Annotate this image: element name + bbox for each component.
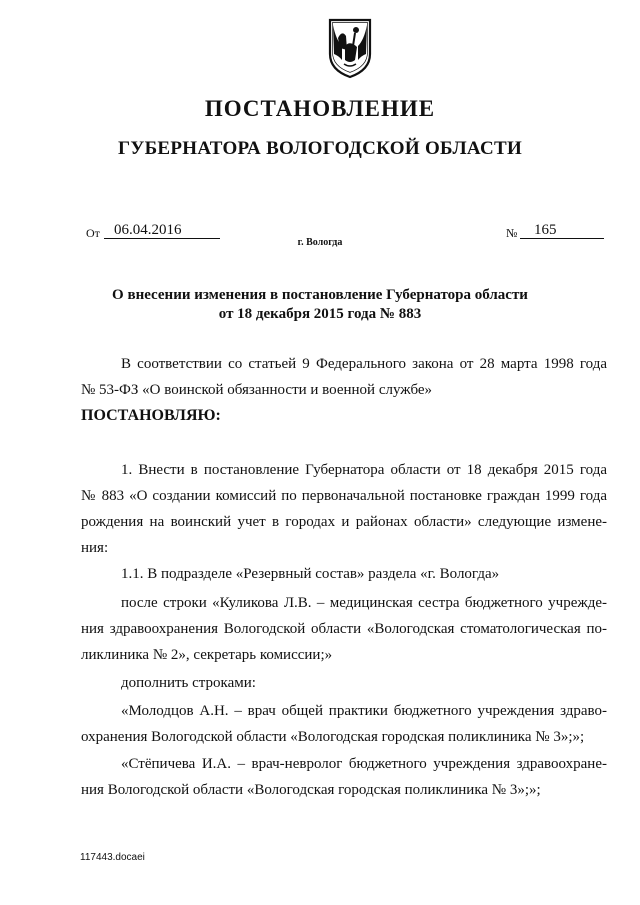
decree-keyword: ПОСТАНОВЛЯЮ: bbox=[81, 407, 221, 424]
subject-line: О внесении изменения в постановление Губернатора области bbox=[112, 287, 528, 303]
body-line: В соответствии со статьей 9 Федерального закона от 28 марта 1998 года bbox=[121, 356, 607, 372]
body-line: рождения на воинский учет в городах и районах области» следующие измене- bbox=[81, 514, 607, 530]
body-line: после строки «Куликова Л.В. – медицинская сестра бюджетного учрежде- bbox=[121, 595, 607, 611]
document-title: ПОСТАНОВЛЕНИЕ bbox=[204, 96, 436, 121]
body-line: «Молодцов А.Н. – врач общей практики бюджетного учреждения здраво- bbox=[121, 703, 607, 719]
document-subject bbox=[0, 286, 640, 324]
body-line: ния Вологодской области «Вологодская городская поликлиника № 3»;»; bbox=[81, 782, 541, 798]
subject-line: от 18 декабря 2015 года № 883 bbox=[218, 306, 422, 322]
number-label: № bbox=[506, 226, 518, 240]
body-line: ликлиника № 2», секретарь комиссии;» bbox=[81, 647, 333, 663]
document-issuer: ГУБЕРНАТОРА ВОЛОГОДСКОЙ ОБЛАСТИ bbox=[117, 138, 523, 159]
date-label: От bbox=[86, 226, 100, 240]
document-date: 06.04.2016 bbox=[104, 222, 220, 239]
body-line: ния здравоохранения Вологодской области «Вологодская стоматологическая по- bbox=[81, 621, 607, 637]
body-line: дополнить строками: bbox=[121, 675, 256, 691]
body-line: «Стёпичева И.А. – врач-невролог бюджетного учреждения здравоохране- bbox=[121, 756, 607, 772]
body-line: ния: bbox=[81, 540, 109, 556]
issue-city: г. Вологда bbox=[297, 237, 343, 248]
document-number: 165 bbox=[520, 222, 604, 239]
body-line: 1.1. В подразделе «Резервный состав» раздела «г. Вологда» bbox=[121, 566, 500, 582]
coat-of-arms-icon bbox=[326, 16, 374, 80]
body-line: охранения Вологодской области «Вологодская городская поликлиника № 3»;»; bbox=[81, 729, 585, 745]
file-name: 117443.docaei bbox=[80, 852, 145, 863]
body-line: 1. Внести в постановление Губернатора области от 18 декабря 2015 года bbox=[121, 462, 607, 478]
body-line: № 53-ФЗ «О воинской обязанности и военной службе» bbox=[81, 382, 433, 398]
body-line: № 883 «О создании комиссий по первоначальной постановке граждан 1999 года bbox=[81, 488, 607, 504]
